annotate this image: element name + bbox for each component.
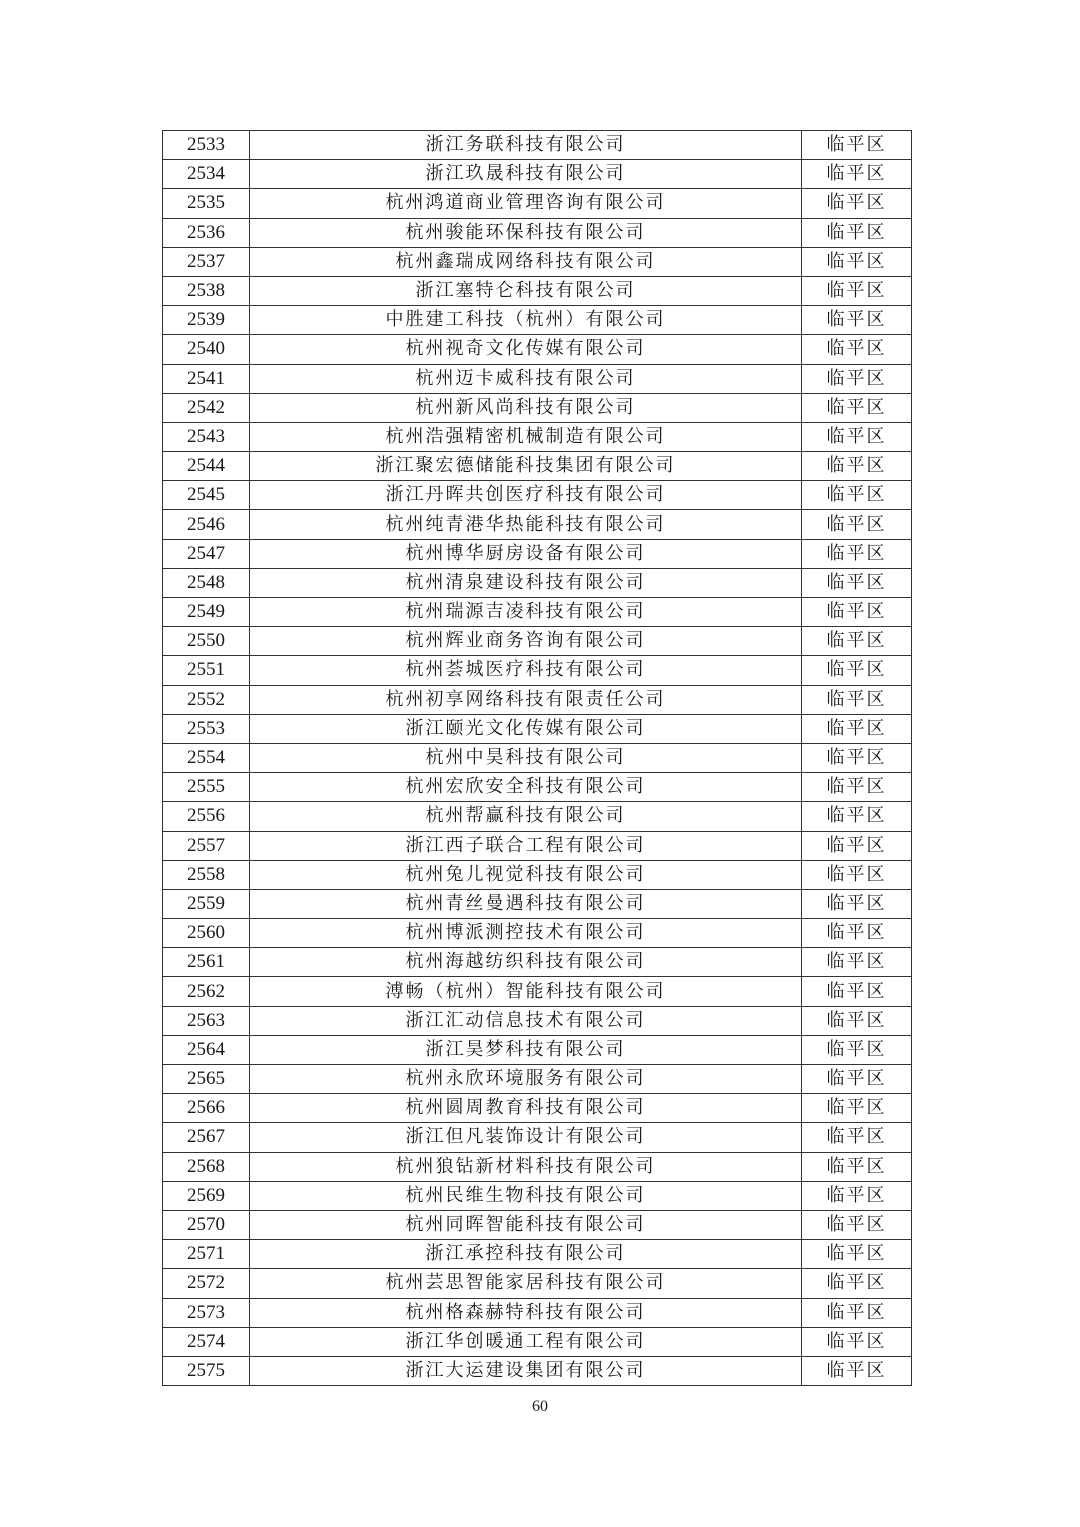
district-cell: 临平区 [802, 802, 912, 831]
district-cell: 临平区 [802, 919, 912, 948]
district-cell: 临平区 [802, 1269, 912, 1298]
table-row [163, 948, 912, 977]
row-number-cell: 2562 [163, 977, 250, 1006]
table-row [163, 510, 912, 539]
district-cell: 临平区 [802, 831, 912, 860]
company-name-cell: 杭州狼钻新材料科技有限公司 [250, 1152, 802, 1181]
row-number-cell: 2547 [163, 539, 250, 568]
district-cell: 临平区 [802, 685, 912, 714]
company-list-table [162, 130, 912, 1386]
row-number-cell: 2536 [163, 218, 250, 247]
row-number-cell: 2541 [163, 364, 250, 393]
row-number-cell: 2544 [163, 452, 250, 481]
table-row [163, 131, 912, 160]
row-number-cell: 2573 [163, 1298, 250, 1327]
table-row [163, 1094, 912, 1123]
table-row [163, 860, 912, 889]
district-cell: 临平区 [802, 539, 912, 568]
company-name-cell: 杭州清泉建设科技有限公司 [250, 568, 802, 597]
table-row [163, 1327, 912, 1356]
company-name-cell: 浙江大运建设集团有限公司 [250, 1356, 802, 1385]
company-name-cell: 杭州新风尚科技有限公司 [250, 393, 802, 422]
table-row [163, 773, 912, 802]
table-row [163, 1240, 912, 1269]
table-row [163, 1210, 912, 1239]
page-number: 60 [532, 1398, 548, 1415]
row-number-cell: 2548 [163, 568, 250, 597]
district-cell: 临平区 [802, 218, 912, 247]
company-name-cell: 杭州荟城医疗科技有限公司 [250, 656, 802, 685]
row-number-cell: 2540 [163, 335, 250, 364]
row-number-cell: 2539 [163, 306, 250, 335]
company-name-cell: 杭州鸿道商业管理咨询有限公司 [250, 189, 802, 218]
company-name-cell: 浙江华创暖通工程有限公司 [250, 1327, 802, 1356]
table-row [163, 247, 912, 276]
table-row [163, 568, 912, 597]
row-number-cell: 2554 [163, 743, 250, 772]
table-row [163, 802, 912, 831]
company-name-cell: 杭州青丝曼遇科技有限公司 [250, 889, 802, 918]
table-row [163, 685, 912, 714]
row-number-cell: 2551 [163, 656, 250, 685]
table-row [163, 627, 912, 656]
table-row [163, 919, 912, 948]
row-number-cell: 2574 [163, 1327, 250, 1356]
district-cell: 临平区 [802, 422, 912, 451]
district-cell: 临平区 [802, 1181, 912, 1210]
company-name-cell: 杭州中昊科技有限公司 [250, 743, 802, 772]
row-number-cell: 2552 [163, 685, 250, 714]
row-number-cell: 2546 [163, 510, 250, 539]
table-row [163, 977, 912, 1006]
row-number-cell: 2553 [163, 714, 250, 743]
row-number-cell: 2556 [163, 802, 250, 831]
table-row [163, 335, 912, 364]
table-row [163, 393, 912, 422]
row-number-cell: 2565 [163, 1065, 250, 1094]
district-cell: 临平区 [802, 189, 912, 218]
district-cell: 临平区 [802, 1240, 912, 1269]
district-cell: 临平区 [802, 510, 912, 539]
company-name-cell: 浙江塞特仑科技有限公司 [250, 276, 802, 305]
table-row [163, 598, 912, 627]
table-row [163, 1065, 912, 1094]
table-row [163, 1269, 912, 1298]
district-cell: 临平区 [802, 481, 912, 510]
table-row [163, 539, 912, 568]
district-cell: 临平区 [802, 1123, 912, 1152]
row-number-cell: 2570 [163, 1210, 250, 1239]
row-number-cell: 2564 [163, 1035, 250, 1064]
table-row [163, 276, 912, 305]
district-cell: 临平区 [802, 1006, 912, 1035]
row-number-cell: 2542 [163, 393, 250, 422]
district-cell: 临平区 [802, 714, 912, 743]
district-cell: 临平区 [802, 889, 912, 918]
company-name-cell: 杭州格森赫特科技有限公司 [250, 1298, 802, 1327]
row-number-cell: 2533 [163, 131, 250, 160]
row-number-cell: 2543 [163, 422, 250, 451]
district-cell: 临平区 [802, 627, 912, 656]
table-row [163, 1298, 912, 1327]
district-cell: 临平区 [802, 335, 912, 364]
row-number-cell: 2560 [163, 919, 250, 948]
company-name-cell: 杭州同晖智能科技有限公司 [250, 1210, 802, 1239]
table-row [163, 656, 912, 685]
table-row [163, 481, 912, 510]
district-cell: 临平区 [802, 1210, 912, 1239]
row-number-cell: 2566 [163, 1094, 250, 1123]
row-number-cell: 2567 [163, 1123, 250, 1152]
row-number-cell: 2571 [163, 1240, 250, 1269]
table-row [163, 218, 912, 247]
row-number-cell: 2563 [163, 1006, 250, 1035]
table-row [163, 714, 912, 743]
company-name-cell: 杭州博派测控技术有限公司 [250, 919, 802, 948]
table-row [163, 1152, 912, 1181]
row-number-cell: 2575 [163, 1356, 250, 1385]
row-number-cell: 2559 [163, 889, 250, 918]
company-name-cell: 浙江颐光文化传媒有限公司 [250, 714, 802, 743]
company-name-cell: 杭州永欣环境服务有限公司 [250, 1065, 802, 1094]
company-name-cell: 浙江汇动信息技术有限公司 [250, 1006, 802, 1035]
company-name-cell: 中胜建工科技（杭州）有限公司 [250, 306, 802, 335]
district-cell: 临平区 [802, 977, 912, 1006]
company-name-cell: 杭州视奇文化传媒有限公司 [250, 335, 802, 364]
table-row [163, 889, 912, 918]
district-cell: 临平区 [802, 131, 912, 160]
company-name-cell: 杭州海越纺织科技有限公司 [250, 948, 802, 977]
company-name-cell: 浙江昊梦科技有限公司 [250, 1035, 802, 1064]
row-number-cell: 2538 [163, 276, 250, 305]
district-cell: 临平区 [802, 860, 912, 889]
company-name-cell: 杭州迈卡威科技有限公司 [250, 364, 802, 393]
company-list-body [163, 131, 912, 1386]
row-number-cell: 2534 [163, 160, 250, 189]
district-cell: 临平区 [802, 1356, 912, 1385]
row-number-cell: 2557 [163, 831, 250, 860]
row-number-cell: 2537 [163, 247, 250, 276]
row-number-cell: 2535 [163, 189, 250, 218]
table-row [163, 743, 912, 772]
table-row [163, 1356, 912, 1385]
district-cell: 临平区 [802, 743, 912, 772]
district-cell: 临平区 [802, 306, 912, 335]
company-name-cell: 杭州宏欣安全科技有限公司 [250, 773, 802, 802]
company-name-cell: 杭州民维生物科技有限公司 [250, 1181, 802, 1210]
company-name-cell: 浙江务联科技有限公司 [250, 131, 802, 160]
district-cell: 临平区 [802, 568, 912, 597]
row-number-cell: 2569 [163, 1181, 250, 1210]
district-cell: 临平区 [802, 160, 912, 189]
district-cell: 临平区 [802, 1298, 912, 1327]
district-cell: 临平区 [802, 948, 912, 977]
row-number-cell: 2561 [163, 948, 250, 977]
company-name-cell: 杭州瑞源吉凌科技有限公司 [250, 598, 802, 627]
table-row [163, 1035, 912, 1064]
company-name-cell: 杭州博华厨房设备有限公司 [250, 539, 802, 568]
district-cell: 临平区 [802, 452, 912, 481]
company-name-cell: 杭州芸思智能家居科技有限公司 [250, 1269, 802, 1298]
row-number-cell: 2555 [163, 773, 250, 802]
company-name-cell: 杭州浩强精密机械制造有限公司 [250, 422, 802, 451]
table-row [163, 160, 912, 189]
table-row [163, 306, 912, 335]
company-name-cell: 杭州兔儿视觉科技有限公司 [250, 860, 802, 889]
row-number-cell: 2545 [163, 481, 250, 510]
district-cell: 临平区 [802, 1035, 912, 1064]
district-cell: 临平区 [802, 393, 912, 422]
company-name-cell: 杭州辉业商务咨询有限公司 [250, 627, 802, 656]
company-name-cell: 杭州圆周教育科技有限公司 [250, 1094, 802, 1123]
company-name-cell: 溥畅（杭州）智能科技有限公司 [250, 977, 802, 1006]
row-number-cell: 2558 [163, 860, 250, 889]
district-cell: 临平区 [802, 1094, 912, 1123]
district-cell: 临平区 [802, 1327, 912, 1356]
company-name-cell: 杭州骏能环保科技有限公司 [250, 218, 802, 247]
company-name-cell: 浙江西子联合工程有限公司 [250, 831, 802, 860]
table-row [163, 422, 912, 451]
company-name-cell: 杭州纯青港华热能科技有限公司 [250, 510, 802, 539]
company-name-cell: 浙江聚宏德储能科技集团有限公司 [250, 452, 802, 481]
district-cell: 临平区 [802, 1152, 912, 1181]
district-cell: 临平区 [802, 1065, 912, 1094]
row-number-cell: 2550 [163, 627, 250, 656]
row-number-cell: 2568 [163, 1152, 250, 1181]
row-number-cell: 2549 [163, 598, 250, 627]
table-row [163, 452, 912, 481]
company-name-cell: 浙江丹晖共创医疗科技有限公司 [250, 481, 802, 510]
table-row [163, 1123, 912, 1152]
company-name-cell: 杭州初享网络科技有限责任公司 [250, 685, 802, 714]
company-name-cell: 杭州帮赢科技有限公司 [250, 802, 802, 831]
table-row [163, 364, 912, 393]
district-cell: 临平区 [802, 276, 912, 305]
row-number-cell: 2572 [163, 1269, 250, 1298]
district-cell: 临平区 [802, 598, 912, 627]
table-row [163, 831, 912, 860]
table-row [163, 189, 912, 218]
district-cell: 临平区 [802, 656, 912, 685]
district-cell: 临平区 [802, 247, 912, 276]
company-name-cell: 浙江但凡装饰设计有限公司 [250, 1123, 802, 1152]
table-row [163, 1006, 912, 1035]
company-name-cell: 浙江承控科技有限公司 [250, 1240, 802, 1269]
district-cell: 临平区 [802, 773, 912, 802]
table-row [163, 1181, 912, 1210]
district-cell: 临平区 [802, 364, 912, 393]
company-name-cell: 杭州鑫瑞成网络科技有限公司 [250, 247, 802, 276]
company-name-cell: 浙江玖晟科技有限公司 [250, 160, 802, 189]
